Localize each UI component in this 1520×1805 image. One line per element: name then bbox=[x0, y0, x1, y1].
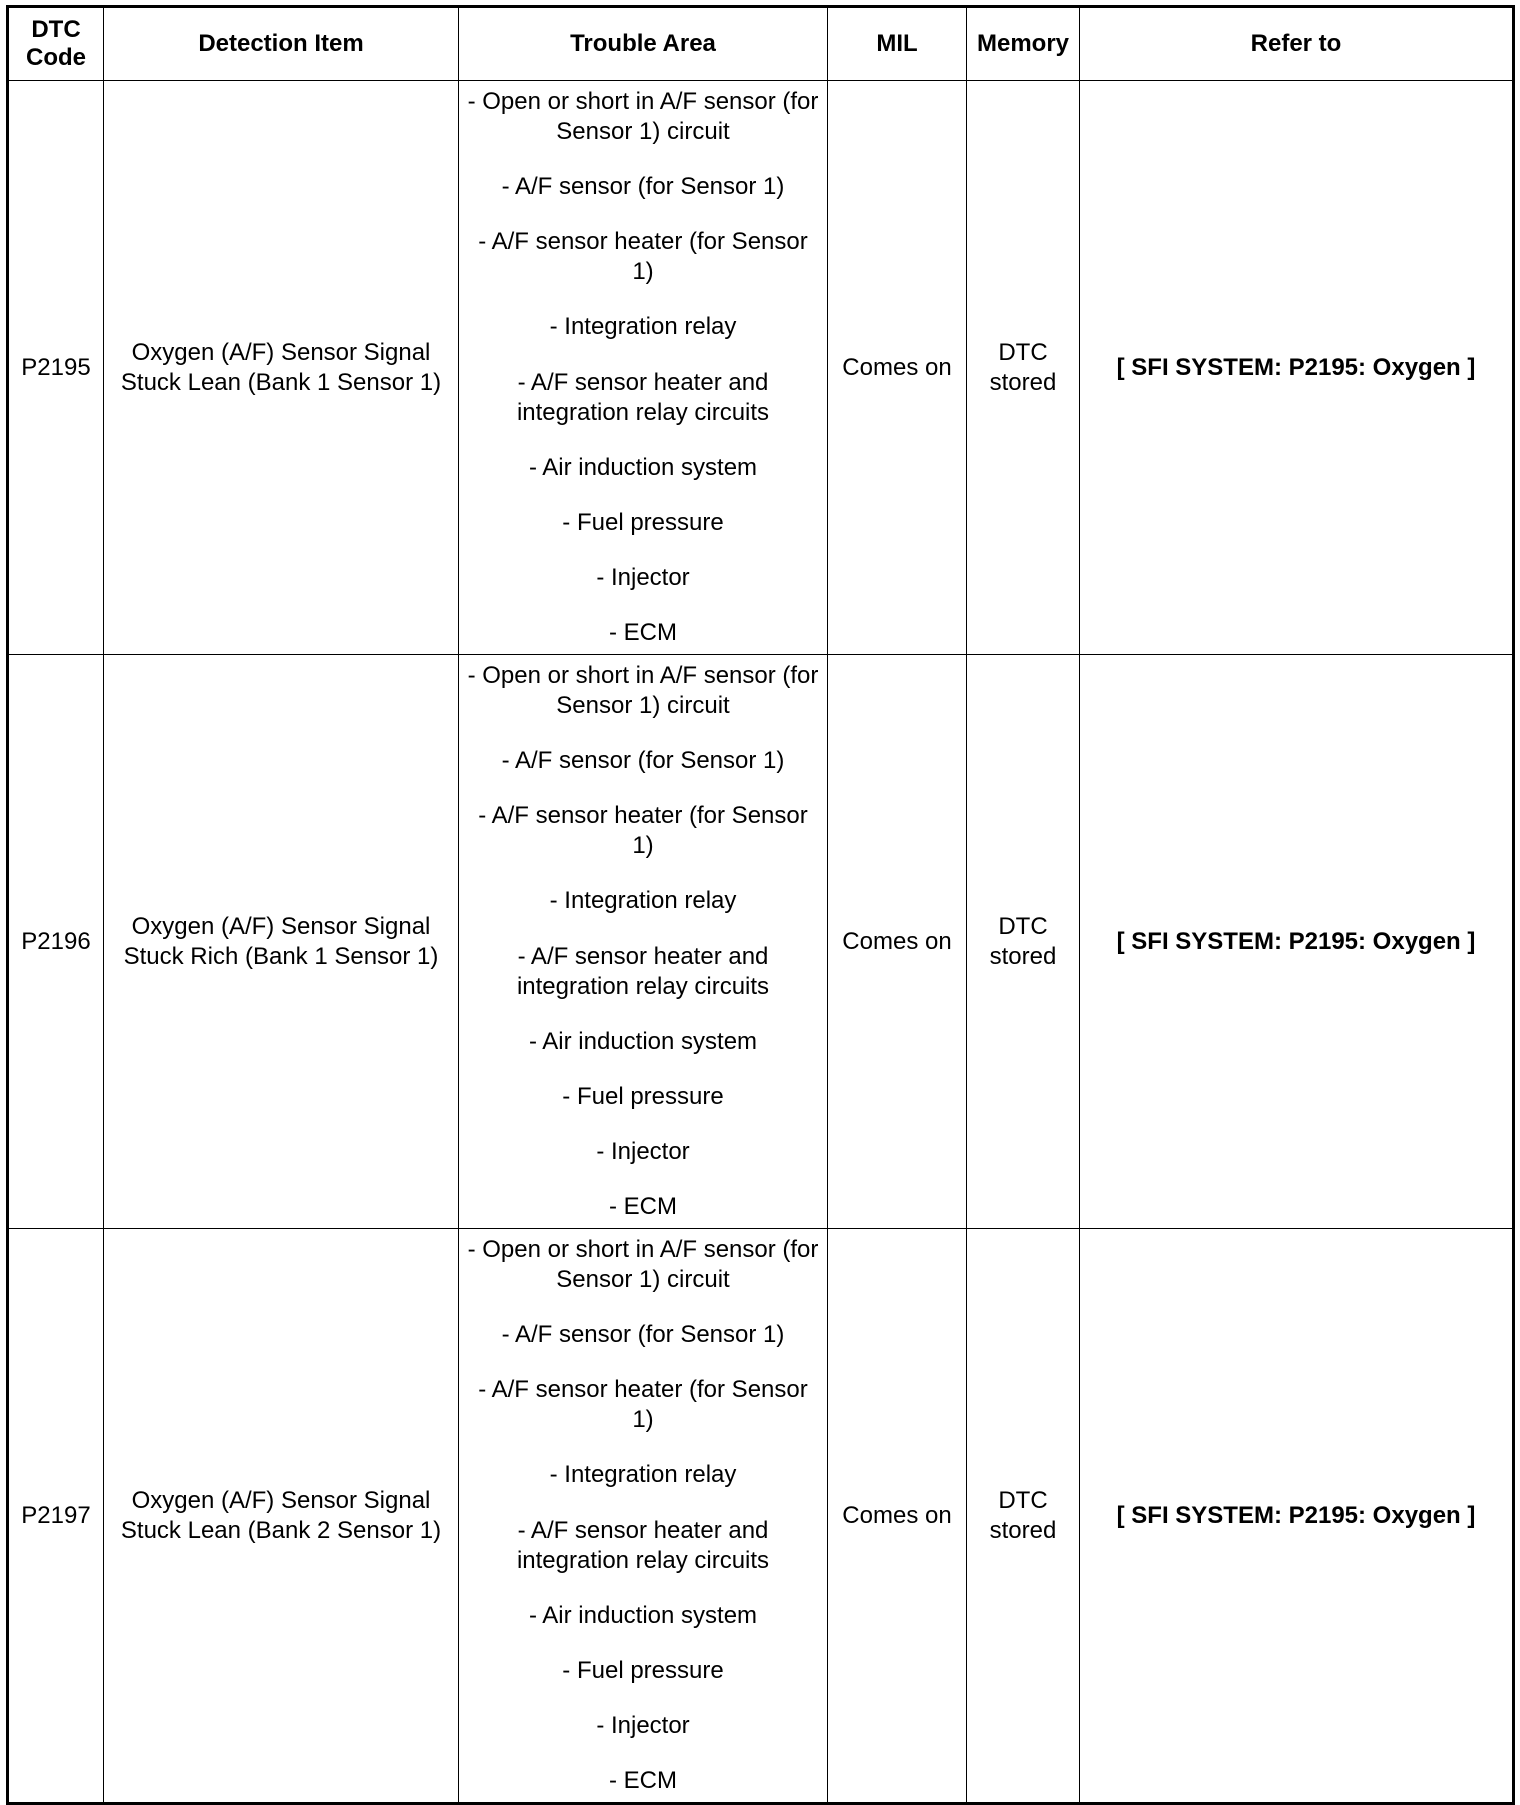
header-refer-to: Refer to bbox=[1080, 7, 1514, 81]
trouble-area-item: - ECM bbox=[609, 1193, 677, 1220]
mil-cell: Comes on bbox=[828, 655, 967, 1229]
dtc-code-cell: P2195 bbox=[8, 81, 104, 655]
header-dtc-code-label: DTC Code bbox=[26, 16, 86, 71]
trouble-area-item: - ECM bbox=[609, 619, 677, 646]
mil-cell: Comes on bbox=[828, 1229, 967, 1804]
trouble-area-item: - Open or short in A/F sensor (for Sensor 1) circuit bbox=[467, 662, 819, 719]
memory-cell: DTC stored bbox=[967, 81, 1080, 655]
trouble-area-item: - A/F sensor (for Sensor 1) bbox=[501, 173, 785, 201]
trouble-area-list bbox=[467, 661, 819, 1222]
memory-cell: DTC stored bbox=[967, 655, 1080, 1229]
trouble-area-item: - Air induction system bbox=[528, 1601, 758, 1629]
trouble-area-item: - Fuel pressure bbox=[562, 1656, 724, 1684]
dtc-table bbox=[6, 5, 1515, 1805]
trouble-area-item: - Air induction system bbox=[528, 1027, 758, 1055]
table-row bbox=[8, 655, 1514, 1229]
trouble-area-item: - A/F sensor heater (for Sensor 1) bbox=[478, 802, 808, 860]
trouble-area-item: - A/F sensor heater and integration relay circuits bbox=[516, 942, 770, 1000]
header-mil: MIL bbox=[828, 7, 967, 81]
trouble-area-item: - Fuel pressure bbox=[562, 508, 724, 536]
trouble-area-item: - A/F sensor heater (for Sensor 1) bbox=[478, 1376, 808, 1434]
table-row bbox=[8, 1229, 1514, 1804]
trouble-area-item: - Open or short in A/F sensor (for Sensor 1) circuit bbox=[467, 1236, 819, 1293]
header-memory: Memory bbox=[967, 7, 1080, 81]
trouble-area-cell bbox=[459, 655, 828, 1229]
dtc-table-sheet bbox=[6, 5, 1512, 1797]
trouble-area-item: - A/F sensor (for Sensor 1) bbox=[501, 747, 785, 775]
trouble-area-item: - A/F sensor (for Sensor 1) bbox=[501, 1321, 785, 1349]
trouble-area-item: - Injector bbox=[596, 1711, 690, 1739]
trouble-area-item: - Integration relay bbox=[549, 313, 737, 341]
trouble-area-item: - Integration relay bbox=[549, 887, 737, 915]
trouble-area-item: - Injector bbox=[596, 1137, 690, 1165]
refer-to-link[interactable]: [ SFI SYSTEM: P2195: Oxygen ] bbox=[1080, 655, 1514, 1229]
dtc-code-cell: P2197 bbox=[8, 1229, 104, 1804]
trouble-area-cell bbox=[459, 1229, 828, 1804]
table-row bbox=[8, 81, 1514, 655]
detection-item-cell: Oxygen (A/F) Sensor Signal Stuck Rich (Bank 1 Sensor 1) bbox=[104, 655, 459, 1229]
refer-to-link[interactable]: [ SFI SYSTEM: P2195: Oxygen ] bbox=[1080, 1229, 1514, 1804]
header-trouble-area: Trouble Area bbox=[459, 7, 828, 81]
trouble-area-item: - A/F sensor heater (for Sensor 1) bbox=[478, 228, 808, 286]
trouble-area-item: - Air induction system bbox=[528, 453, 758, 481]
trouble-area-item: - Open or short in A/F sensor (for Sensor 1) circuit bbox=[467, 88, 819, 145]
mil-cell: Comes on bbox=[828, 81, 967, 655]
trouble-area-item: - Fuel pressure bbox=[562, 1082, 724, 1110]
trouble-area-list bbox=[467, 87, 819, 648]
refer-to-link[interactable]: [ SFI SYSTEM: P2195: Oxygen ] bbox=[1080, 81, 1514, 655]
trouble-area-item: - A/F sensor heater and integration relay circuits bbox=[516, 1516, 770, 1574]
header-dtc-code bbox=[8, 7, 104, 81]
detection-item-cell: Oxygen (A/F) Sensor Signal Stuck Lean (Bank 2 Sensor 1) bbox=[104, 1229, 459, 1804]
dtc-code-cell: P2196 bbox=[8, 655, 104, 1229]
trouble-area-item: - ECM bbox=[609, 1767, 677, 1794]
header-detection-item: Detection Item bbox=[104, 7, 459, 81]
trouble-area-item: - Injector bbox=[596, 563, 690, 591]
memory-cell: DTC stored bbox=[967, 1229, 1080, 1804]
trouble-area-cell bbox=[459, 81, 828, 655]
trouble-area-list bbox=[467, 1235, 819, 1796]
trouble-area-item: - A/F sensor heater and integration relay circuits bbox=[516, 368, 770, 426]
detection-item-cell: Oxygen (A/F) Sensor Signal Stuck Lean (Bank 1 Sensor 1) bbox=[104, 81, 459, 655]
trouble-area-item: - Integration relay bbox=[549, 1461, 737, 1489]
header-row bbox=[8, 7, 1514, 81]
